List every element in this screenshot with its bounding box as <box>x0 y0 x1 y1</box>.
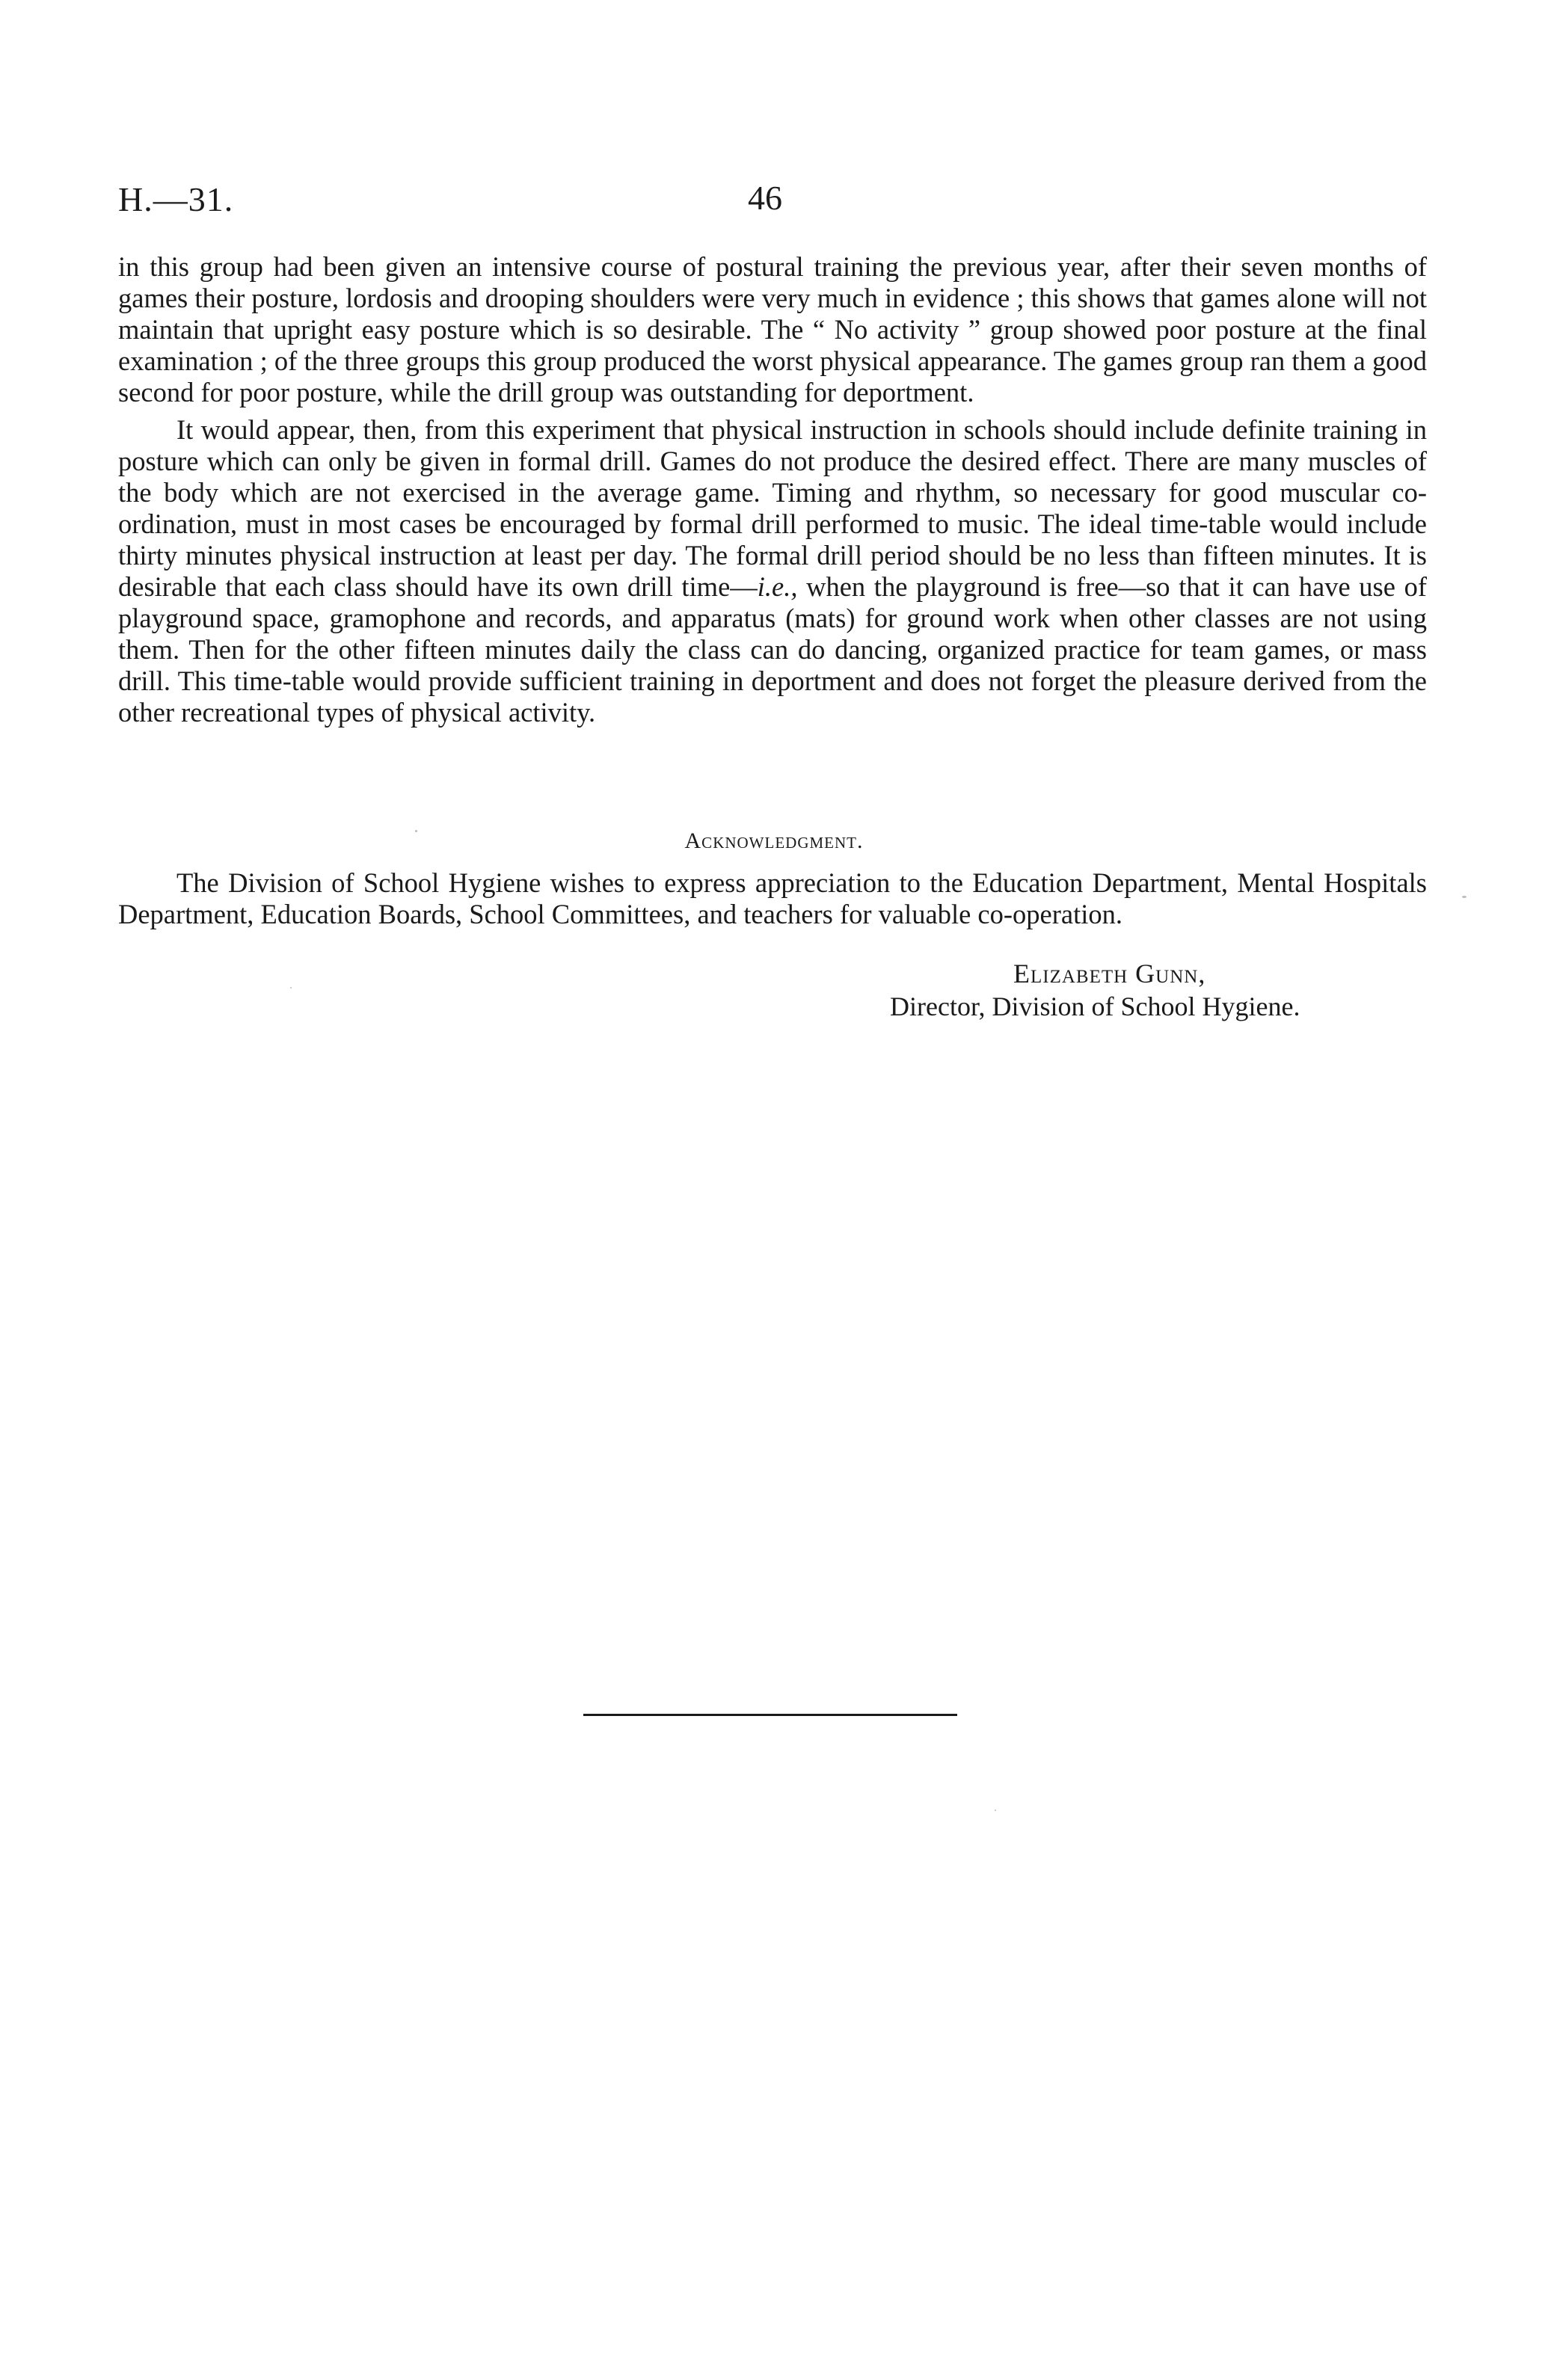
signature-name: Elizabeth Gunn, <box>1013 959 1206 988</box>
closing-rule <box>583 1714 957 1716</box>
body-text <box>118 251 1427 728</box>
paragraph-2 <box>118 414 1427 728</box>
signature-block <box>890 957 1300 1023</box>
page-number: 46 <box>748 179 782 217</box>
paragraph-1: in this group had been given an intensive course of postural training the previous year, after their seven months of games their posture, lordosis and drooping shoulders were very much in evidence ; this shows that games alone will not maintain that upright easy posture which is so desirable. The “ No activity ” group showed poor posture at the final examination ; of the three groups this group produced the worst physical appearance. The games group ran them a good second for poor posture, while the drill group was outstanding for deportment. <box>118 251 1427 408</box>
signature-title: Director, Division of School Hygiene. <box>890 991 1300 1021</box>
acknowledgment-body <box>118 867 1427 930</box>
paper-speck <box>1462 896 1466 898</box>
document-reference: H.—31. <box>118 180 234 218</box>
paragraph-2-text-b: when the playground is free—so that it can have use of playground space, gramophone and records, and apparatus (mats) for ground work when other classes are not using them. Then for the other fifteen minutes daily the class can do dancing, organized practice for team games, or mass drill. This time-table would provide sufficient training in deportment and does not forget the pleasure derived from the other recreational types of physical activity. <box>118 571 1427 728</box>
acknowledgment-text: The Division of School Hygiene wishes to express appreciation to the Education Department, Mental Hospitals Department, Education Boards, School Committees, and teachers for valuable co-operation. <box>118 867 1427 929</box>
paragraph-2-text-a: It would appear, then, from this experiment that physical instruction in schools should include definite training in posture which can only be given in formal drill. Games do not produce the desired effect. There are many muscles of the body which are not exercised in the average game. Timing and rhythm, so necessary for good muscular co-ordination, must in most cases be encouraged by formal drill performed to music. The ideal time-table would include thirty minutes physical instruction at least per day. The formal drill period should be no less than fifteen minutes. It is desirable that each class should have its own drill time— <box>118 414 1427 602</box>
paper-speck <box>415 830 417 832</box>
acknowledgment-heading: Acknowledgment. <box>684 828 864 853</box>
paper-speck <box>995 1809 996 1811</box>
paragraph-2-italic: i.e., <box>757 571 798 602</box>
paper-speck <box>290 987 292 988</box>
